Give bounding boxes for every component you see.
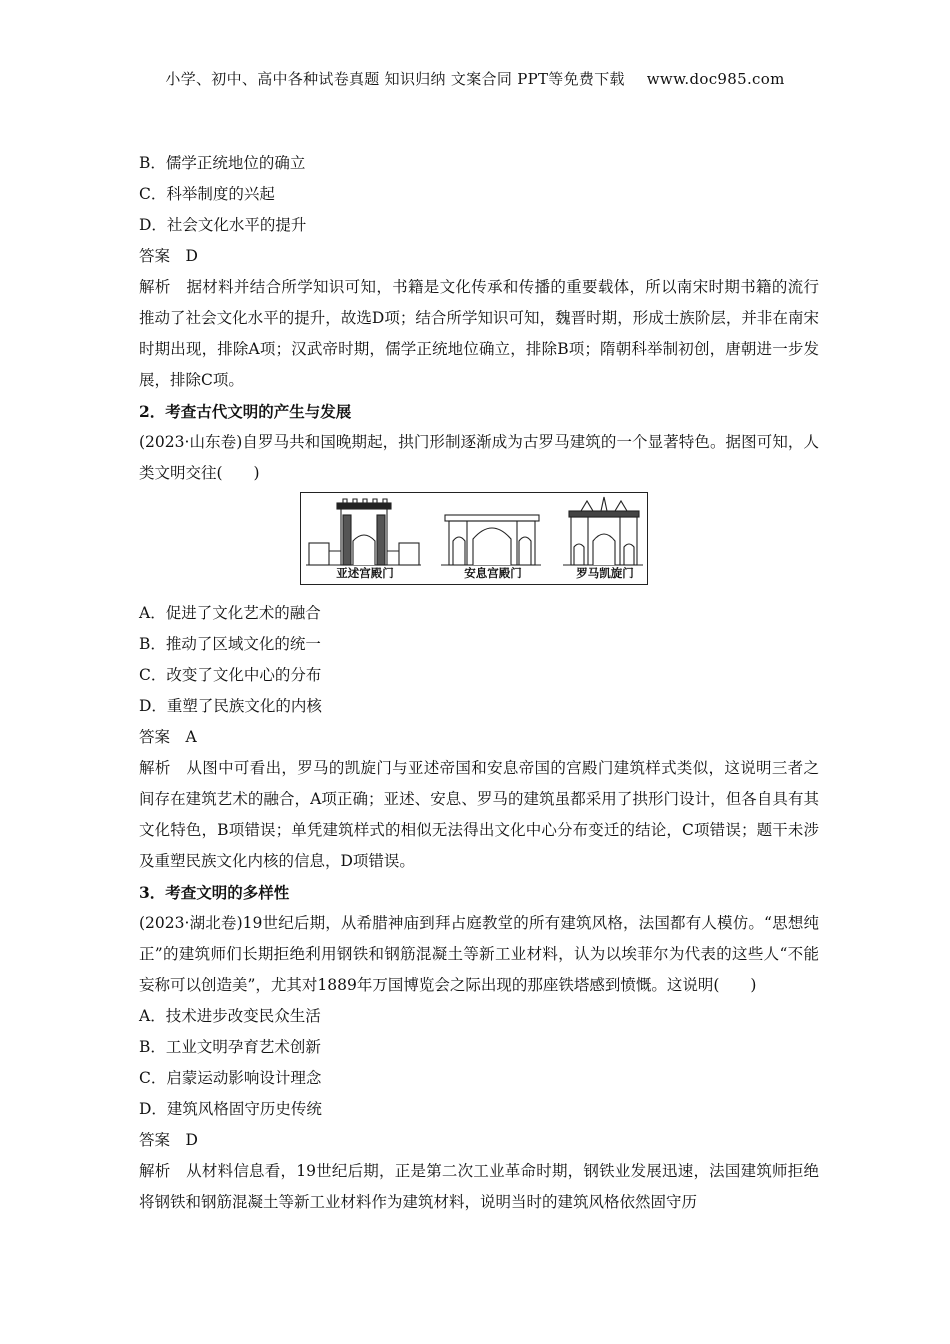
q1-option-d: D．社会文化水平的提升 (139, 216, 307, 234)
q2-analysis: 解析 从图中可看出，罗马的凯旋门与亚述帝国和安息帝国的宫殿门建筑样式类似，这说明三者之间存在建筑艺术的融合，A项正确；亚述、安息、罗马的建筑虽都采用了拱形门设计，但各自具有其文化特色，B项错误；单凭建筑样式的相似无法得出文化中心分布变迁的结论，C项错误；题干未涉及重塑民族文化内核的信息，D项错误。 (139, 759, 819, 870)
header-url[interactable]: www.doc985.com (646, 70, 785, 88)
assyrian-gate-drawing (306, 499, 421, 565)
architecture-figure (300, 492, 648, 585)
q3-option-d: D．建筑风格固守历史传统 (139, 1100, 322, 1118)
q3-analysis: 解析 从材料信息看，19世纪后期，正是第二次工业革命时期，钢铁业发展迅速，法国建筑师拒绝将钢铁和钢筋混凝土等新工业材料作为建筑材料，说明当时的建筑风格依然固守历 (139, 1162, 819, 1211)
q2-option-b: B．推动了区域文化的统一 (139, 635, 321, 653)
document-body (139, 148, 819, 1218)
header-text: 小学、初中、高中各种试卷真题 知识归纳 文案合同 PPT等免费下载 (165, 70, 625, 88)
parthian-gate-drawing (441, 515, 541, 565)
q2-figure-wrapper (139, 492, 819, 592)
q2-answer: 答案 A (139, 728, 197, 746)
q3-option-c: C．启蒙运动影响设计理念 (139, 1069, 322, 1087)
caption-assyrian-gate: 亚述宫殿门 (336, 566, 394, 580)
q3-option-b: B．工业文明孕育艺术创新 (139, 1038, 321, 1056)
roman-arch-drawing (563, 497, 643, 565)
q3-title: 3．考查文明的多样性 (139, 883, 290, 902)
caption-parthian-gate: 安息宫殿门 (464, 566, 522, 580)
q1-option-c: C．科举制度的兴起 (139, 185, 275, 203)
q1-option-b: B．儒学正统地位的确立 (139, 154, 306, 172)
q2-option-d: D．重塑了民族文化的内核 (139, 697, 322, 715)
q3-stem: (2023·湖北卷)19世纪后期，从希腊神庙到拜占庭教堂的所有建筑风格，法国都有人模仿。“思想纯正”的建筑师们长期拒绝利用钢铁和钢筋混凝土等新工业材料，认为以埃菲尔为代表的这些人“不能妄称可以创造美”，尤其对1889年万国博览会之际出现的那座铁塔感到愤慨。这说明( ) (139, 914, 819, 994)
q1-analysis: 解析 据材料并结合所学知识可知，书籍是文化传承和传播的重要载体，所以南宋时期书籍的流行推动了社会文化水平的提升，故选D项；结合所学知识可知，魏晋时期，形成士族阶层，并非在南宋时期出现，排除A项；汉武帝时期，儒学正统地位确立，排除B项；隋朝科举制初创，唐朝进一步发展，排除C项。 (139, 278, 819, 389)
q2-option-a: A．促进了文化艺术的融合 (139, 604, 321, 622)
q2-title: 2．考查古代文明的产生与发展 (139, 402, 352, 421)
page-header (0, 68, 950, 89)
q3-answer: 答案 D (139, 1131, 198, 1149)
caption-roman-arch: 罗马凯旋门 (576, 566, 634, 580)
q2-stem: (2023·山东卷)自罗马共和国晚期起，拱门形制逐渐成为古罗马建筑的一个显著特色。据图可知，人类文明交往( ) (139, 433, 819, 482)
q1-answer: 答案 D (139, 247, 198, 265)
q2-option-c: C．改变了文化中心的分布 (139, 666, 322, 684)
q3-option-a: A．技术进步改变民众生活 (139, 1007, 321, 1025)
